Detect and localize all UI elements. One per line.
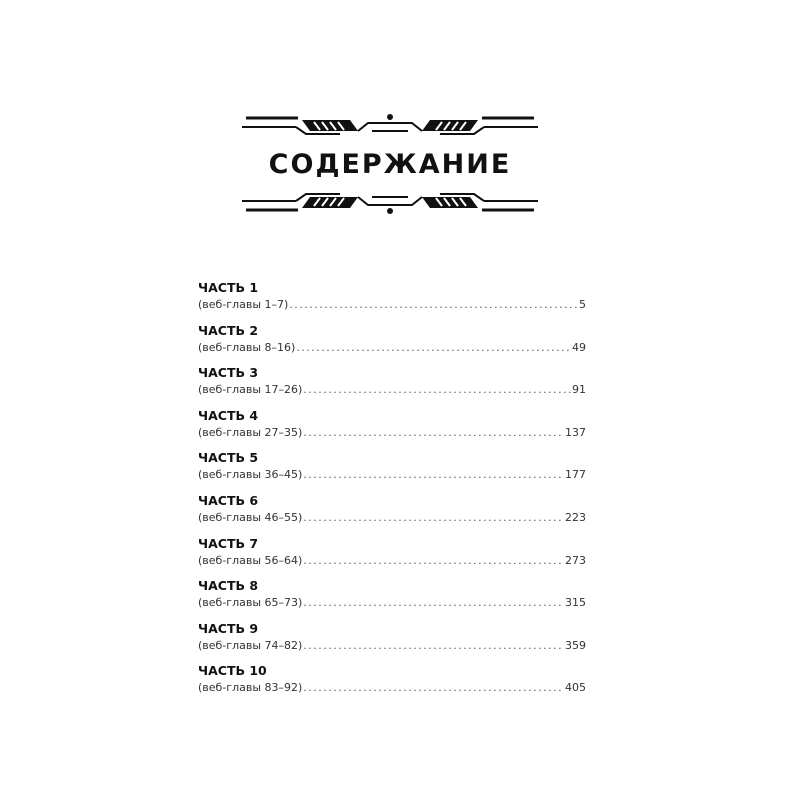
dot-leader (296, 339, 571, 356)
part-label: ЧАСТЬ 7 (198, 535, 259, 551)
chapter-range: (веб-главы 46–55) (198, 510, 303, 524)
ornament-bottom-icon (240, 192, 540, 216)
chapter-range: (веб-главы 83–92) (198, 681, 303, 695)
entry-line (198, 552, 586, 569)
dot-leader (303, 381, 571, 398)
part-label: ЧАСТЬ 6 (198, 492, 259, 508)
part-label: ЧАСТЬ 9 (198, 620, 259, 636)
toc-entry[interactable] (198, 577, 586, 620)
part-label: ЧАСТЬ 5 (198, 450, 259, 466)
page-number: 49 (572, 340, 586, 354)
entry-line (198, 509, 586, 526)
chapter-range: (веб-главы 74–82) (198, 638, 303, 652)
entry-line (198, 679, 586, 696)
entry-line (198, 339, 586, 356)
dot-leader (303, 509, 564, 526)
entry-line (198, 637, 586, 654)
entry-line (198, 424, 586, 441)
page-number: 315 (565, 596, 586, 610)
page-number: 273 (565, 553, 586, 567)
title-block (240, 112, 540, 217)
toc-entry[interactable] (198, 492, 586, 535)
toc-entry[interactable] (198, 322, 586, 365)
toc-entry[interactable] (198, 535, 586, 578)
chapter-range: (веб-главы 56–64) (198, 553, 303, 567)
entry-line (198, 296, 586, 313)
page-number: 5 (579, 298, 586, 311)
toc-entry[interactable] (198, 662, 586, 705)
chapter-range: (веб-главы 1–7) (198, 298, 289, 311)
entry-line (198, 466, 586, 483)
dot-leader (303, 552, 564, 569)
part-label: ЧАСТЬ 2 (198, 322, 259, 338)
page-number: 91 (572, 383, 586, 397)
part-label: ЧАСТЬ 4 (198, 407, 259, 423)
dot-leader (289, 296, 578, 313)
part-label: ЧАСТЬ 10 (198, 663, 267, 679)
dot-leader (303, 424, 564, 441)
part-label: ЧАСТЬ 3 (198, 365, 259, 381)
ornament-top-icon (240, 112, 540, 136)
chapter-range: (веб-главы 27–35) (198, 425, 303, 439)
dot-leader (303, 466, 564, 483)
page-number: 223 (565, 510, 586, 524)
chapter-range: (веб-главы 65–73) (198, 596, 303, 610)
page-number: 405 (565, 681, 586, 695)
chapter-range: (веб-главы 17–26) (198, 383, 303, 397)
page-title: СОДЕРЖАНИЕ (268, 149, 512, 180)
toc-entry[interactable] (198, 364, 586, 407)
dot-leader (303, 594, 564, 611)
toc-entry[interactable] (198, 620, 586, 663)
dot-leader (303, 637, 564, 654)
toc-entry[interactable] (198, 449, 586, 492)
toc-entry[interactable] (198, 407, 586, 450)
dot-leader (303, 679, 564, 696)
page-number: 177 (565, 468, 586, 482)
table-of-contents (198, 279, 586, 705)
entry-line (198, 381, 586, 398)
entry-line (198, 594, 586, 611)
chapter-range: (веб-главы 36–45) (198, 468, 303, 482)
part-label: ЧАСТЬ 1 (198, 280, 259, 295)
toc-entry[interactable] (198, 279, 586, 322)
page-number: 359 (565, 638, 586, 652)
chapter-range: (веб-главы 8–16) (198, 340, 296, 354)
page-number: 137 (565, 425, 586, 439)
part-label: ЧАСТЬ 8 (198, 578, 259, 594)
